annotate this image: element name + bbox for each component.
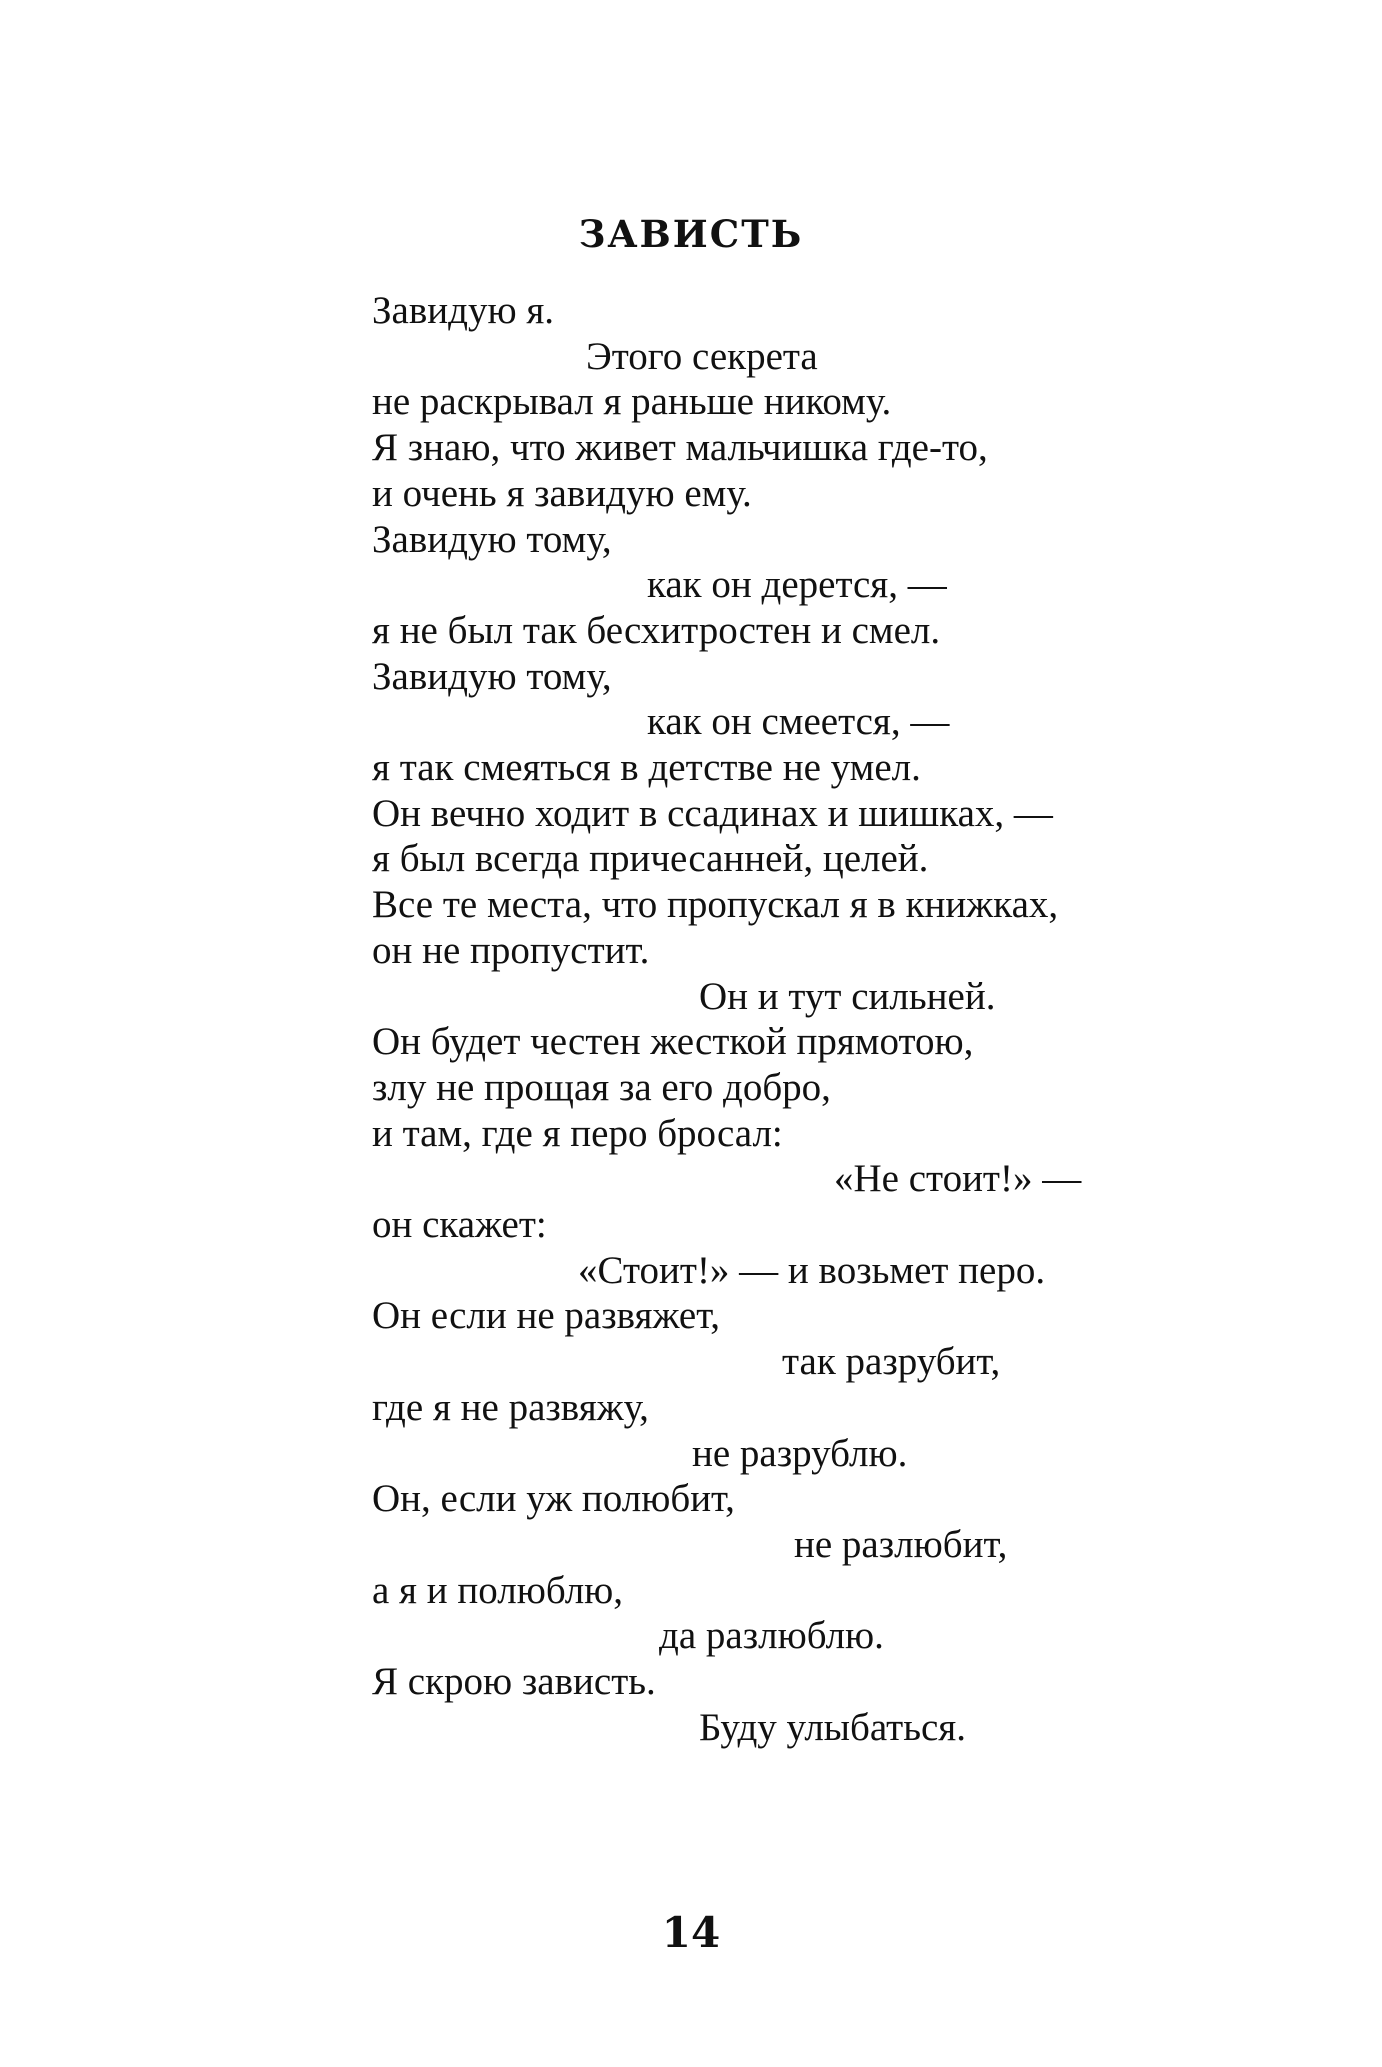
poem-line: Я скрою зависть. — [372, 1660, 656, 1704]
poem-line: Он, если уж полюбит, — [372, 1477, 735, 1521]
poem-line: не раскрывал я раньше никому. — [372, 380, 892, 424]
poem-line: Буду улыбаться. — [699, 1705, 966, 1749]
poem-line: как он смеется, — — [647, 700, 950, 744]
poem-line: Он и тут сильней. — [699, 974, 996, 1018]
poem-line: Все те места, что пропускал я в книжках, — [372, 883, 1059, 927]
poem-line: злу не прощая за его добро, — [372, 1065, 831, 1109]
poem-line: «Не стоит!» — — [834, 1157, 1082, 1201]
poem-line: Завидую тому, — [372, 654, 612, 698]
poem-line: и там, где я перо бросал: — [372, 1111, 783, 1155]
poem-line: я не был так бесхитростен и смел. — [372, 608, 941, 652]
poem-line: да разлюблю. — [659, 1614, 884, 1658]
poem-line: не разлюбит, — [794, 1522, 1008, 1566]
poem-line: а я и полюблю, — [372, 1568, 624, 1612]
poem-line: Я знаю, что живет мальчишка где-то, — [372, 426, 988, 470]
poem-text — [372, 288, 1372, 1751]
poem-line: где я не развяжу, — [372, 1385, 649, 1429]
page-number: 14 — [661, 1908, 721, 1957]
poem-line: Завидую я. — [372, 289, 555, 332]
poem-line: Он если не развяжет, — [372, 1294, 721, 1338]
poem-line: так разрубит, — [782, 1340, 1001, 1384]
poem-line: он не пропустит. — [372, 928, 650, 972]
poem-line: я был всегда причесанней, целей. — [372, 837, 929, 881]
poem-line: Завидую тому, — [372, 517, 612, 561]
poem-title: ЗАВИСТЬ — [578, 212, 804, 256]
poem-line: и очень я завидую ему. — [372, 471, 752, 515]
poem-line: как он дерется, — — [647, 563, 947, 607]
poem-line: Он будет честен жесткой прямотою, — [372, 1020, 974, 1064]
poem-line: я так смеяться в детстве не умел. — [372, 746, 921, 790]
poem-line: «Стоит!» — и возьмет перо. — [578, 1248, 1046, 1292]
poem-line: Он вечно ходит в ссадинах и шишках, — — [372, 791, 1053, 835]
poem-line: не разрублю. — [692, 1431, 908, 1475]
poem-line: Этого секрета — [586, 334, 818, 378]
poem-line: он скажет: — [372, 1203, 547, 1247]
